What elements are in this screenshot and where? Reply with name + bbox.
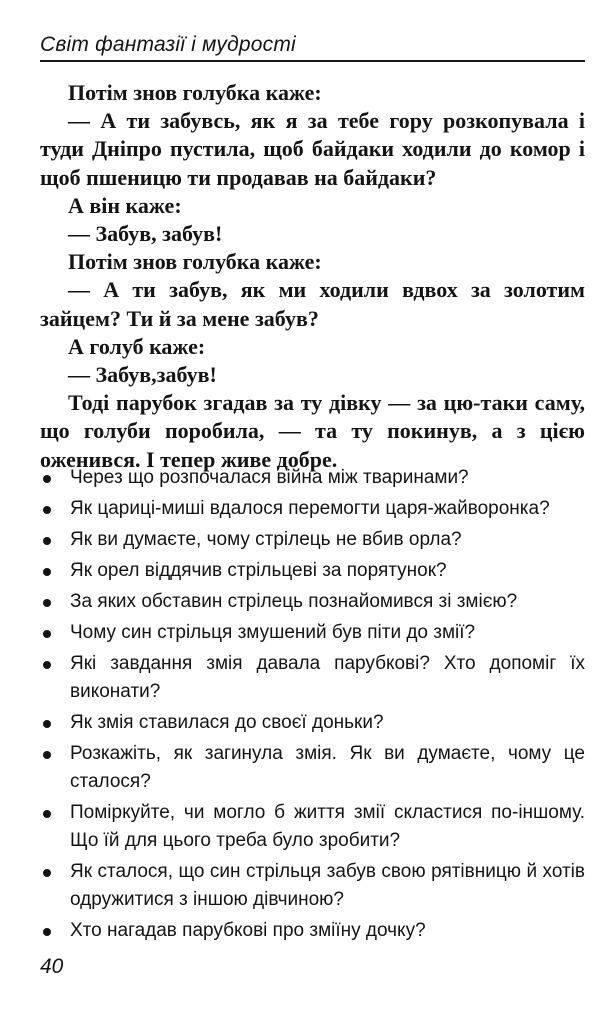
question-item	[40, 799, 585, 855]
page-number: 40	[40, 955, 64, 978]
question-text: Поміркуйте, чи могло б життя змії скластися по-іншому. Що їй для цього треба було зробити?	[70, 802, 585, 851]
story-paragraph: Потім знов голубка каже:	[68, 249, 322, 275]
question-text: Розкажіть, як загинула змія. Як ви думаєте, чому це сталося?	[70, 743, 585, 792]
question-text: Через що розпочалася війна між тваринами?	[70, 467, 469, 488]
bullet-icon	[43, 568, 51, 576]
story-text	[40, 79, 585, 474]
question-item	[40, 917, 585, 945]
story-paragraph: Тоді парубок згадав за ту дівку — за цю-таки саму, що голуби поробила, — та ту покинув, а з цією оженився. І тепер живе добре.	[40, 390, 585, 472]
story-paragraph: — Забув,забув!	[68, 362, 217, 388]
question-text: За яких обставин стрілець познайомився зі змією?	[70, 591, 518, 612]
bullet-icon	[43, 810, 51, 818]
question-item	[40, 858, 585, 914]
question-item	[40, 495, 585, 523]
story-paragraph: — Забув, забув!	[68, 221, 223, 247]
story-paragraph: Потім знов голубка каже:	[68, 80, 322, 105]
question-text: Як цариці-миші вдалося перемогти царя-жайворонка?	[70, 498, 550, 519]
running-header	[40, 28, 585, 62]
story-paragraph: А він каже:	[68, 192, 182, 218]
bullet-icon	[43, 869, 51, 877]
bullet-icon	[43, 537, 51, 545]
bullet-icon	[43, 630, 51, 638]
question-item	[40, 650, 585, 706]
bullet-icon	[43, 506, 51, 514]
story-paragraph: — А ти забув, як ми ходили вдвох за золотим зайцем? Ти й за мене забув?	[40, 277, 585, 331]
question-item	[40, 464, 585, 492]
question-list	[40, 464, 585, 948]
question-text: Як ви думаєте, чому стрілець не вбив орла?	[70, 529, 462, 550]
story-paragraph: А голуб каже:	[68, 333, 206, 359]
book-title: Світ фантазії і мудрості	[40, 33, 296, 56]
story-paragraph: — А ти забувсь, як я за тебе гору розкопувала і туди Дніпро пустила, щоб байдаки ходили до комор і щоб пшеницю ти продавав на байдаки?	[40, 108, 585, 190]
question-item	[40, 526, 585, 554]
question-text: Які завдання змія давала парубкові? Хто допоміг їх виконати?	[70, 653, 585, 702]
bullet-icon	[43, 928, 51, 936]
question-item	[40, 588, 585, 616]
question-text: Як змія ставилася до своєї доньки?	[70, 712, 384, 733]
bullet-icon	[43, 475, 51, 483]
bullet-icon	[43, 661, 51, 669]
question-text: Як сталося, що син стрільця забув свою рятівницю й хотів одружитися з іншою дівчиною?	[70, 861, 585, 910]
question-item	[40, 709, 585, 737]
bullet-icon	[43, 720, 51, 728]
question-text: Як орел віддячив стрільцеві за порятунок?	[70, 560, 447, 581]
bullet-icon	[43, 751, 51, 759]
question-text: Чому син стрільця змушений був піти до змії?	[70, 622, 476, 643]
bullet-icon	[43, 599, 51, 607]
question-item	[40, 619, 585, 647]
question-text: Хто нагадав парубкові про зміїну дочку?	[70, 920, 426, 941]
question-item	[40, 557, 585, 585]
question-item	[40, 740, 585, 796]
